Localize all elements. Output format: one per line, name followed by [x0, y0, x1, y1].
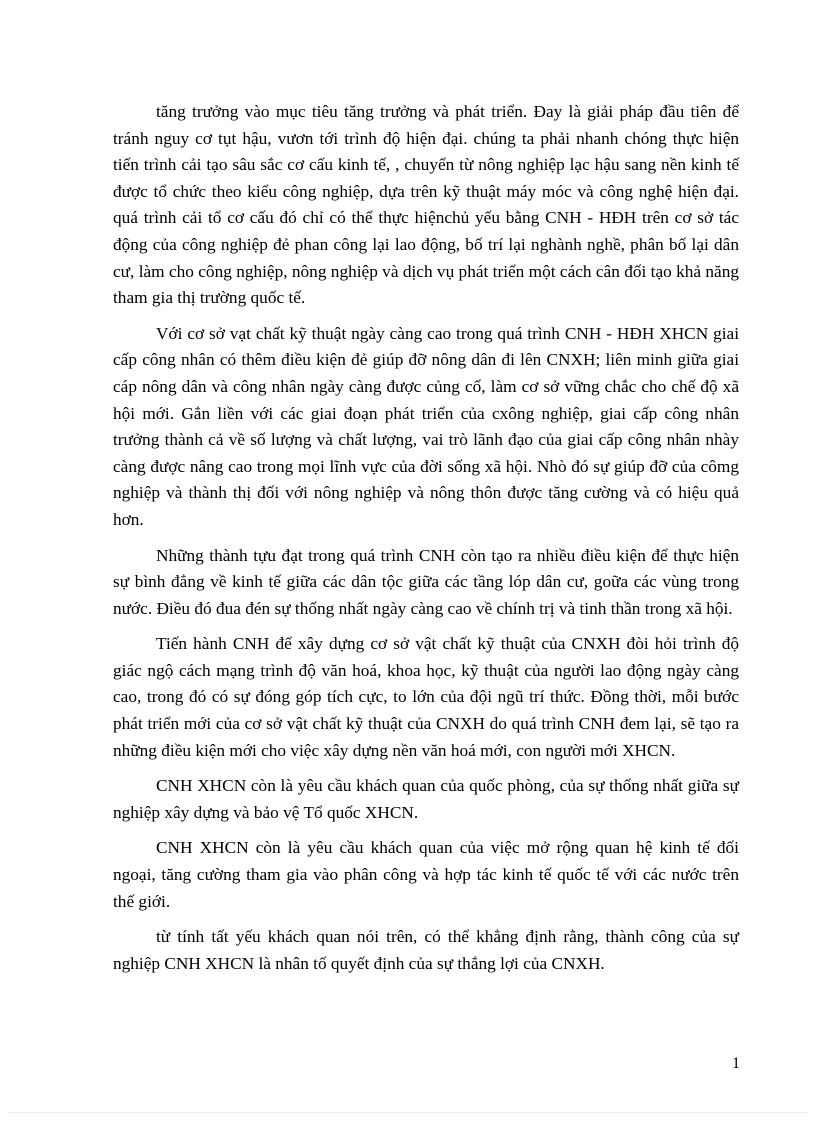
paragraph-6: CNH XHCN còn là yêu cầu khách quan của việc mở rộng quan hệ kinh tế đối ngoại, tăng cường tham gia vào phân công và hợp tác kinh tế quốc tế với các nước trên thế giới.: [113, 838, 739, 911]
paragraph-3: Những thành tựu đạt trong quá trình CNH còn tạo ra nhiều điều kiện để thực hiện sự bình đẳng về kinh tế giữa các dân tộc giữa các tầng lóp dân cư, goữa các vùng trong nước. Điều đó đua đén sự thống nhất ngày càng cao về chính trị và tinh thần trong xã hội.: [113, 545, 739, 618]
page-number: 1: [732, 1055, 740, 1072]
paragraph-1: tăng trưởng vào mục tiêu tăng trưởng và phát triển. Đay là giải pháp đầu tiên để tránh nguy cơ tụt hậu, vươn tới trình độ hiện đại. chúng ta phải nhanh chóng thực hiện tiến trình cải tạo sâu sắc cơ cấu kinh tế, , chuyển từ nông nghiệp lạc hậu sang nền kinh tế được tổ chức theo kiểu công nghiệp, dựa trên kỹ thuật máy móc và công nghệ hiện đại. quá trình cải tổ cơ cấu đó chỉ có thể thực hiệnchủ yếu bằng CNH - HĐH trên cơ sở tác động của công nghiệp đẻ phan công lại lao động, bố trí lại nghành nghề, phân bố lại dân cư, làm cho công nghiệp, nông nghiệp và dịch vụ phát triển một cách cân đối tạo khả năng tham gia thị trường quốc tế.: [113, 102, 739, 308]
page-bottom-divider: [8, 1112, 808, 1113]
document-body: [113, 99, 739, 986]
paragraph-5: CNH XHCN còn là yêu cầu khách quan của quốc phòng, của sự thống nhất giữa sự nghiệp xây dựng và bảo vệ Tổ quốc XHCN.: [113, 776, 739, 822]
paragraph-7: từ tính tất yếu khách quan nói trên, có thể khẳng định rằng, thành công của sự nghiệp CNH XHCN là nhân tố quyết định của sự thắng lợi của CNXH.: [113, 927, 739, 973]
paragraph-4: Tiến hành CNH để xây dựng cơ sở vật chất kỹ thuật của CNXH đòi hỏi trình độ giác ngộ cách mạng trình độ văn hoá, khoa học, kỹ thuật của người lao động ngày càng cao, trong đó có sự đóng góp tích cực, to lớn của đội ngũ trí thức. Đồng thời, mỗi bước phát triển mới của cơ sở vật chất kỹ thuật của CNXH do quá trình CNH đem lại, sẽ tạo ra những điều kiện mới cho việc xây dựng nền văn hoá mới, con người mới XHCN.: [113, 634, 739, 760]
paragraph-2: Với cơ sở vạt chất kỹ thuật ngày càng cao trong quá trình CNH - HĐH XHCN giai cấp công nhân có thêm điều kiện đẻ giúp đỡ nông dân đi lên CNXH; liên minh giữa giai cáp nông dân và công nhân ngày càng được củng cố, làm cơ sở vững chắc cho chế độ xã hội mới. Gắn liền với các giai đoạn phát triển của cxông nghiệp, giai cấp công nhân trưởng thành cả về số lượng và chất lượng, vai trò lãnh đạo của giai cấp công nhân nhày càng được nâng cao trong mọi lĩnh vực của đời sống xã hội. Nhò đó sự giúp đỡ của cômg nghiệp và thành thị đối với nông nghiệp và nông thôn được tăng cường và có hiệu quả hơn.: [113, 323, 739, 529]
